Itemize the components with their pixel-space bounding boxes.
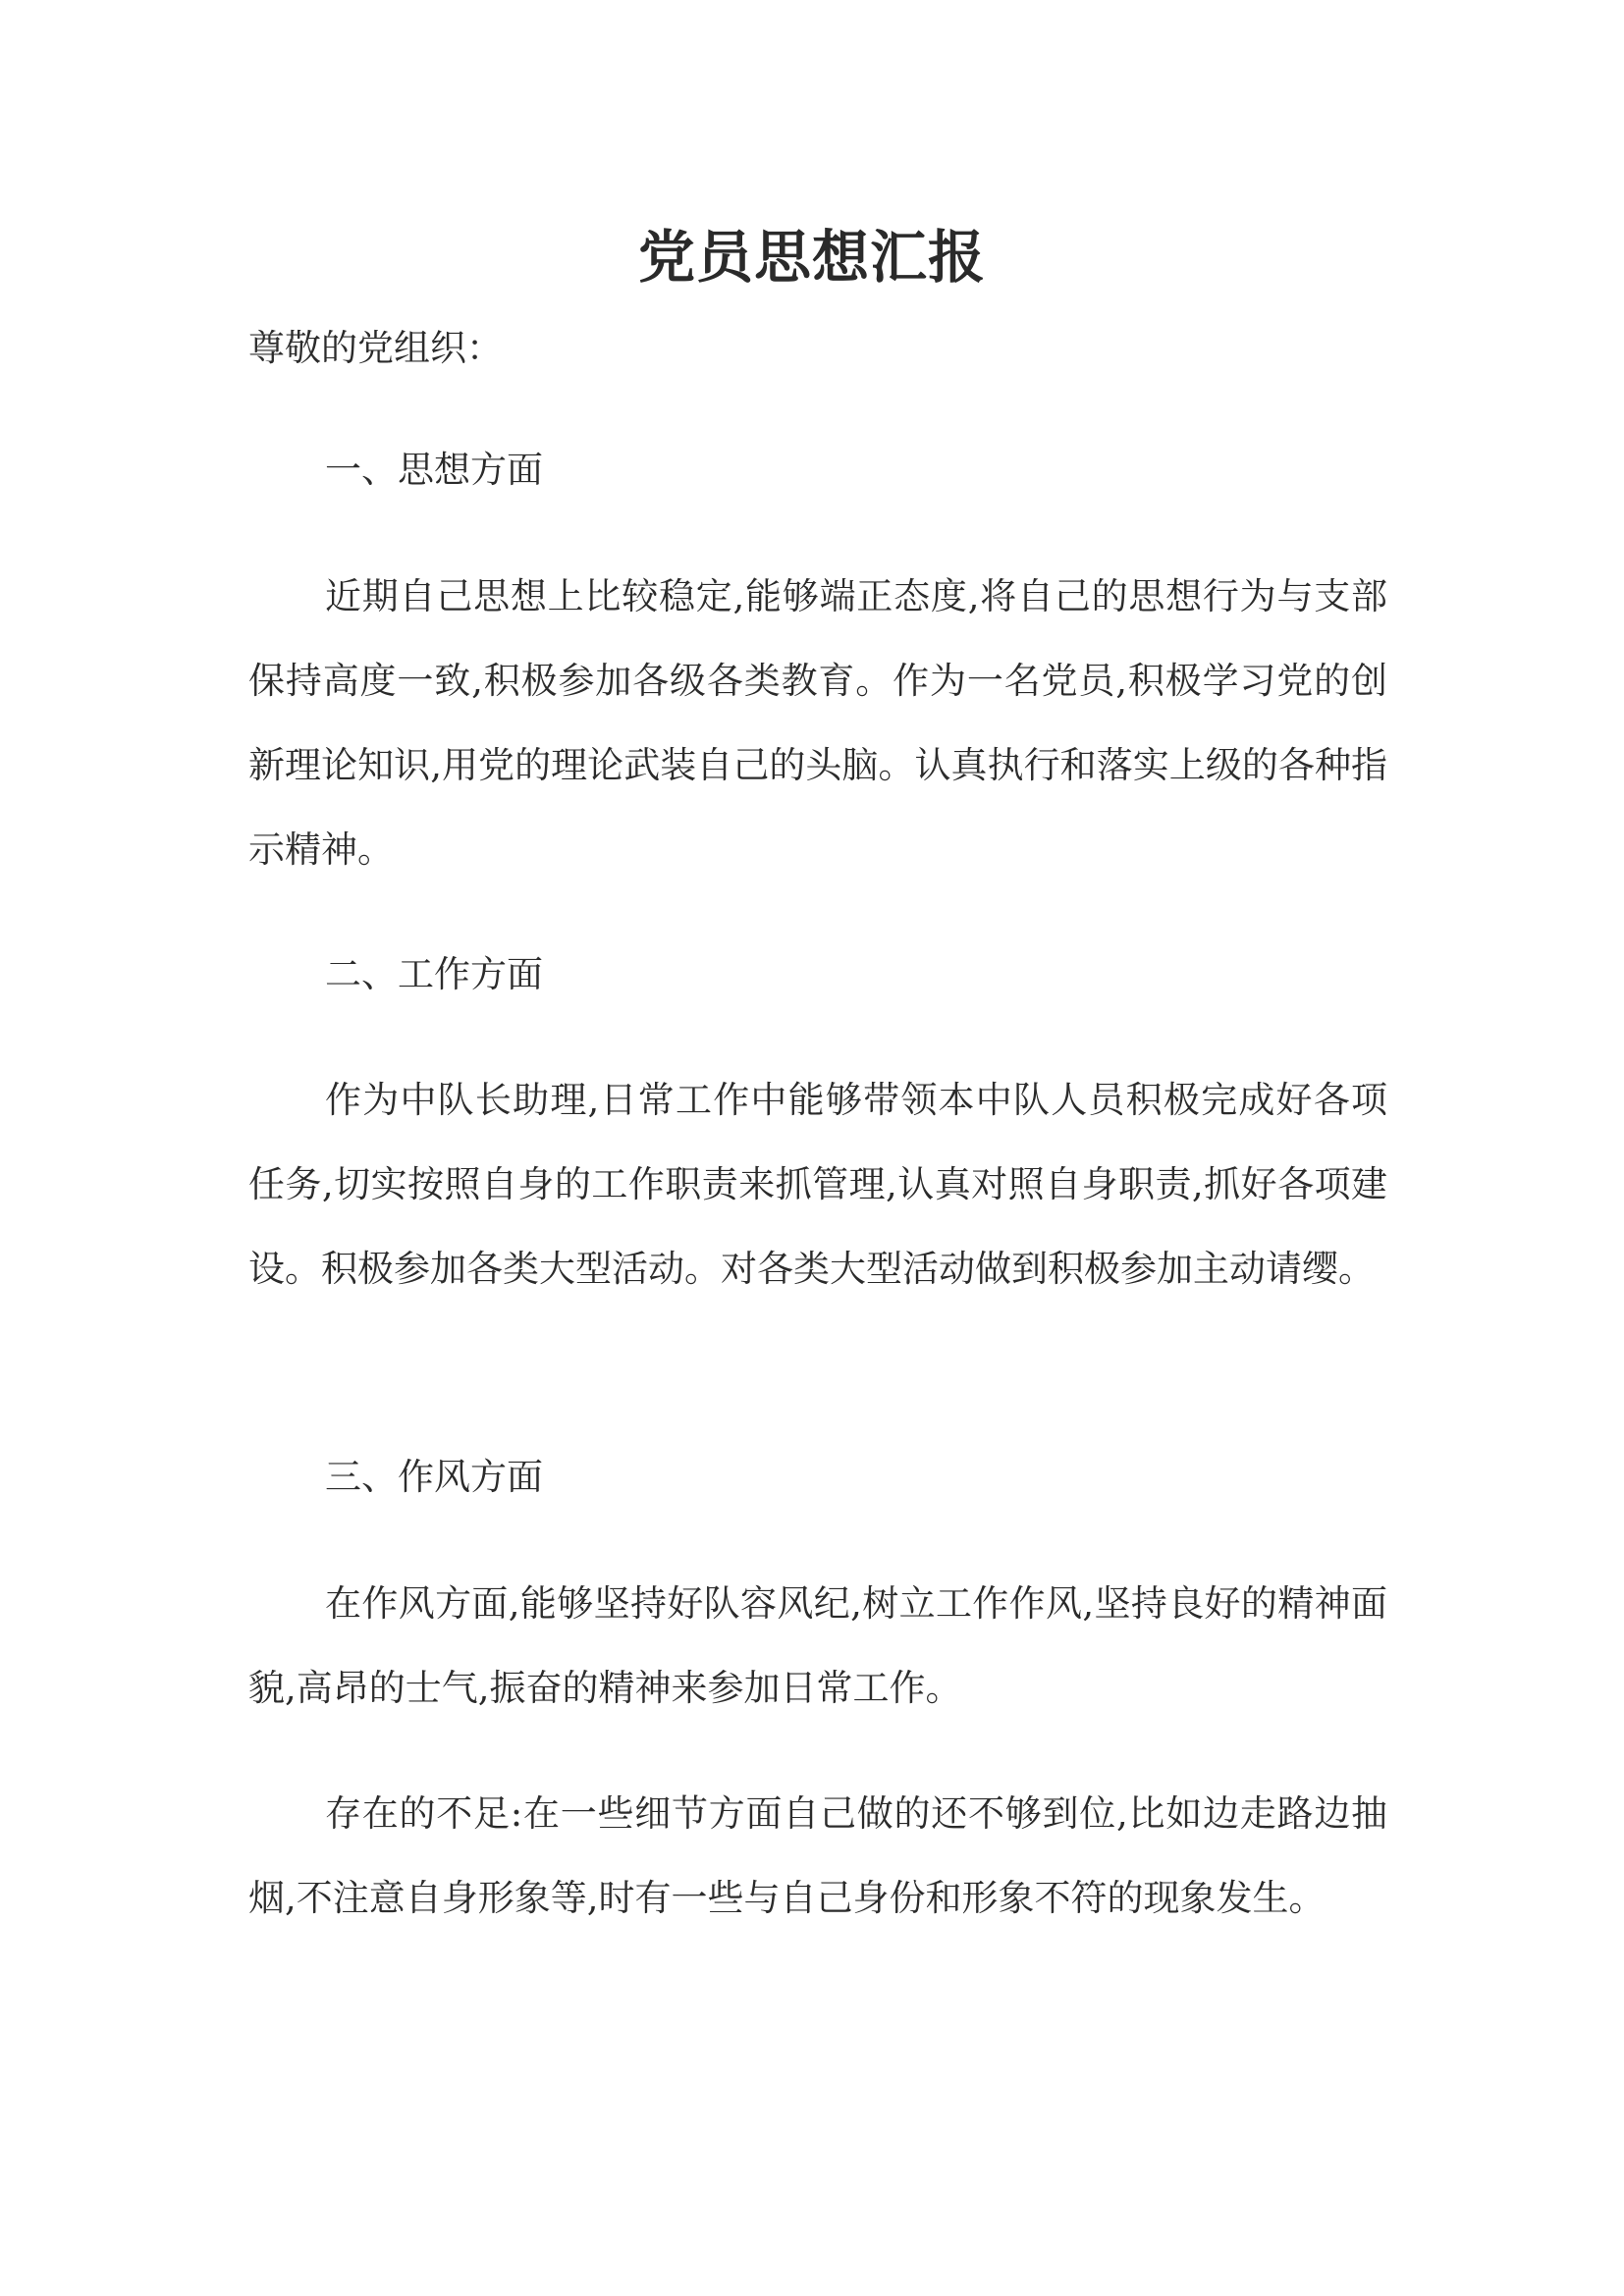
section-paragraph-thought: 近期自己思想上比较稳定,能够端正态度,将自己的思想行为与支部保持高度一致,积极参加各级各类教育。作为一名党员,积极学习党的创新理论知识,用党的理论武装自己的头脑。认真执行和落实上级的各种指示精神。 <box>248 575 1387 871</box>
section-paragraph-work: 作为中队长助理,日常工作中能够带领本中队人员积极完成好各项任务,切实按照自身的工作职责来抓管理,认真对照自身职责,抓好各项建设。积极参加各类大型活动。对各类大型活动做到积极参加主动请缨。 <box>248 1079 1387 1290</box>
section-heading-thought: 一、思想方面 <box>325 449 543 491</box>
shortcomings-paragraph: 存在的不足:在一些细节方面自己做的还不够到位,比如边走路边抽烟,不注意自身形象等,时有一些与自己身份和形象不符的现象发生。 <box>248 1792 1387 1919</box>
section-heading-work: 二、工作方面 <box>325 953 543 995</box>
section-paragraph-style: 在作风方面,能够坚持好队容风纪,树立工作作风,坚持良好的精神面貌,高昂的士气,振奋的精神来参加日常工作。 <box>248 1582 1387 1709</box>
section-heading-style: 三、作风方面 <box>325 1456 543 1498</box>
salutation: 尊敬的党组织： <box>248 327 503 369</box>
document-title: 党员思想汇报 <box>637 224 986 291</box>
